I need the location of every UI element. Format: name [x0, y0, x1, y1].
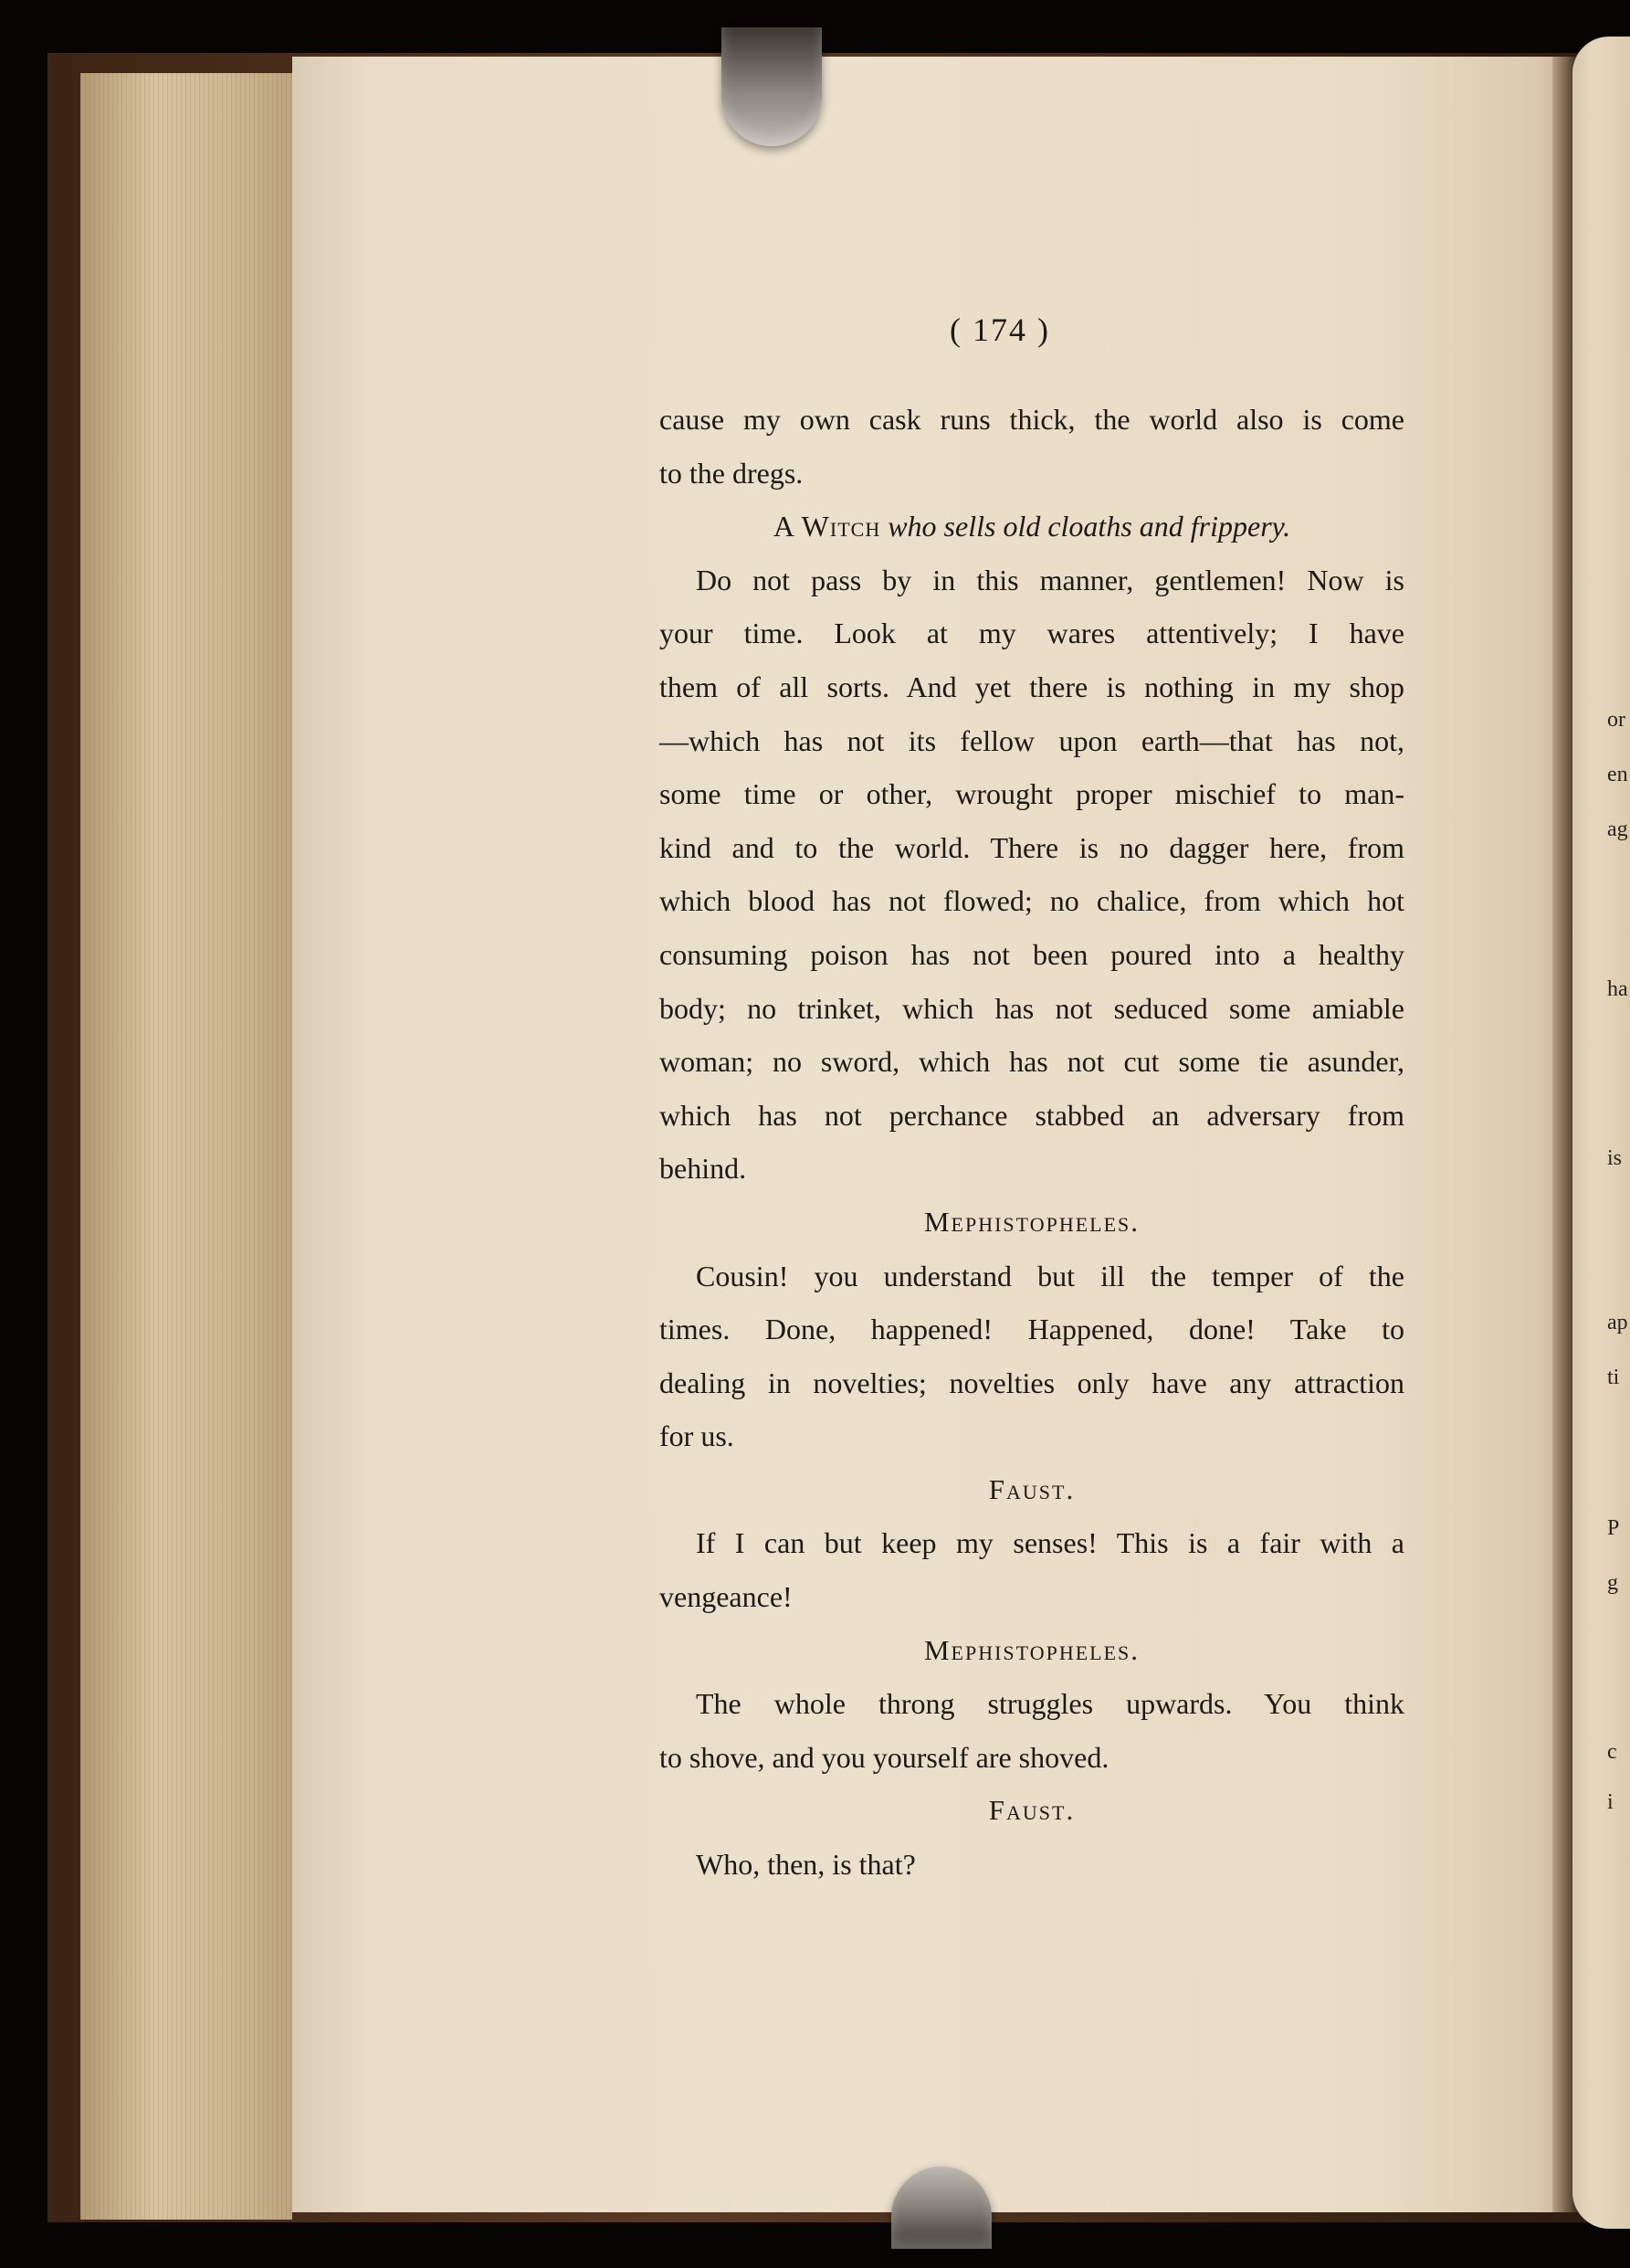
speaker-heading: Faust.: [988, 1794, 1076, 1827]
text-line: —which has not its fellow upon earth—that has not,: [659, 723, 1404, 757]
right-page: [1572, 37, 1630, 2229]
facing-page-fragment: ap: [1607, 1311, 1628, 1334]
text-line: cause my own cask runs thick, the world also is come: [659, 403, 1404, 436]
facing-page-fragment: g: [1607, 1571, 1618, 1595]
page-text: [659, 393, 1404, 1892]
facing-page-fragment: or: [1607, 708, 1625, 732]
text-line: which has not perchance stabbed an adversary from: [659, 1098, 1404, 1132]
facing-page-fragment: en: [1607, 763, 1628, 786]
text-line: body; no trinket, which has not seduced some amiable: [659, 991, 1404, 1025]
text-line: for us.: [659, 1419, 734, 1453]
page-edges: [80, 73, 292, 2220]
text-line: times. Done, happened! Happened, done! Take to: [659, 1313, 1404, 1346]
stage-direction: [659, 500, 1404, 554]
facing-page-fragment: ag: [1607, 818, 1628, 841]
speaker-heading: Mephistopheles.: [923, 1633, 1141, 1666]
text-line: to shove, and you yourself are shoved.: [659, 1740, 1109, 1774]
text-line: If I can but keep my senses! This is a fair with a: [696, 1526, 1404, 1560]
text-line: woman; no sword, which has not cut some tie asunder,: [659, 1045, 1404, 1079]
text-line: The whole throng struggles upwards. You think: [696, 1687, 1404, 1721]
text-line: Do not pass by in this manner, gentlemen! Now is: [696, 563, 1404, 596]
page-clip-top: [721, 27, 822, 146]
text-line: dealing in novelties; novelties only have any attraction: [659, 1366, 1404, 1399]
speaker-heading: Faust.: [988, 1472, 1076, 1505]
text-line: Who, then, is that?: [696, 1848, 916, 1882]
text-line: them of all sorts. And yet there is nothing in my shop: [659, 670, 1404, 703]
facing-page-fragment: is: [1607, 1146, 1623, 1170]
text-line: consuming poison has not been poured into a healthy: [659, 937, 1404, 971]
speaker-name: A Witch: [773, 510, 881, 543]
facing-page-fragment: c: [1607, 1740, 1617, 1764]
facing-page-fragment: P: [1607, 1516, 1620, 1540]
text-line: vengeance!: [659, 1580, 793, 1614]
speaker-heading: Mephistopheles.: [923, 1205, 1141, 1238]
page-number: ( 174 ): [950, 311, 1050, 348]
facing-page-fragment: ti: [1607, 1366, 1620, 1389]
text-line: your time. Look at my wares attentively; I have: [659, 617, 1404, 650]
text-line: which blood has not flowed; no chalice, from which hot: [659, 884, 1404, 918]
text-line: to the dregs.: [659, 456, 804, 490]
facing-page-fragment: i: [1607, 1790, 1614, 1814]
text-line: Cousin! you understand but ill the temper of the: [696, 1259, 1404, 1292]
text-line: some time or other, wrought proper mischief to man-: [659, 777, 1404, 811]
text-line: kind and to the world. There is no dagger here, from: [659, 830, 1404, 864]
stage-direction-text: who sells old cloaths and frippery.: [888, 510, 1291, 543]
facing-page-fragment: ha: [1607, 977, 1628, 1001]
text-line: behind.: [659, 1152, 747, 1186]
